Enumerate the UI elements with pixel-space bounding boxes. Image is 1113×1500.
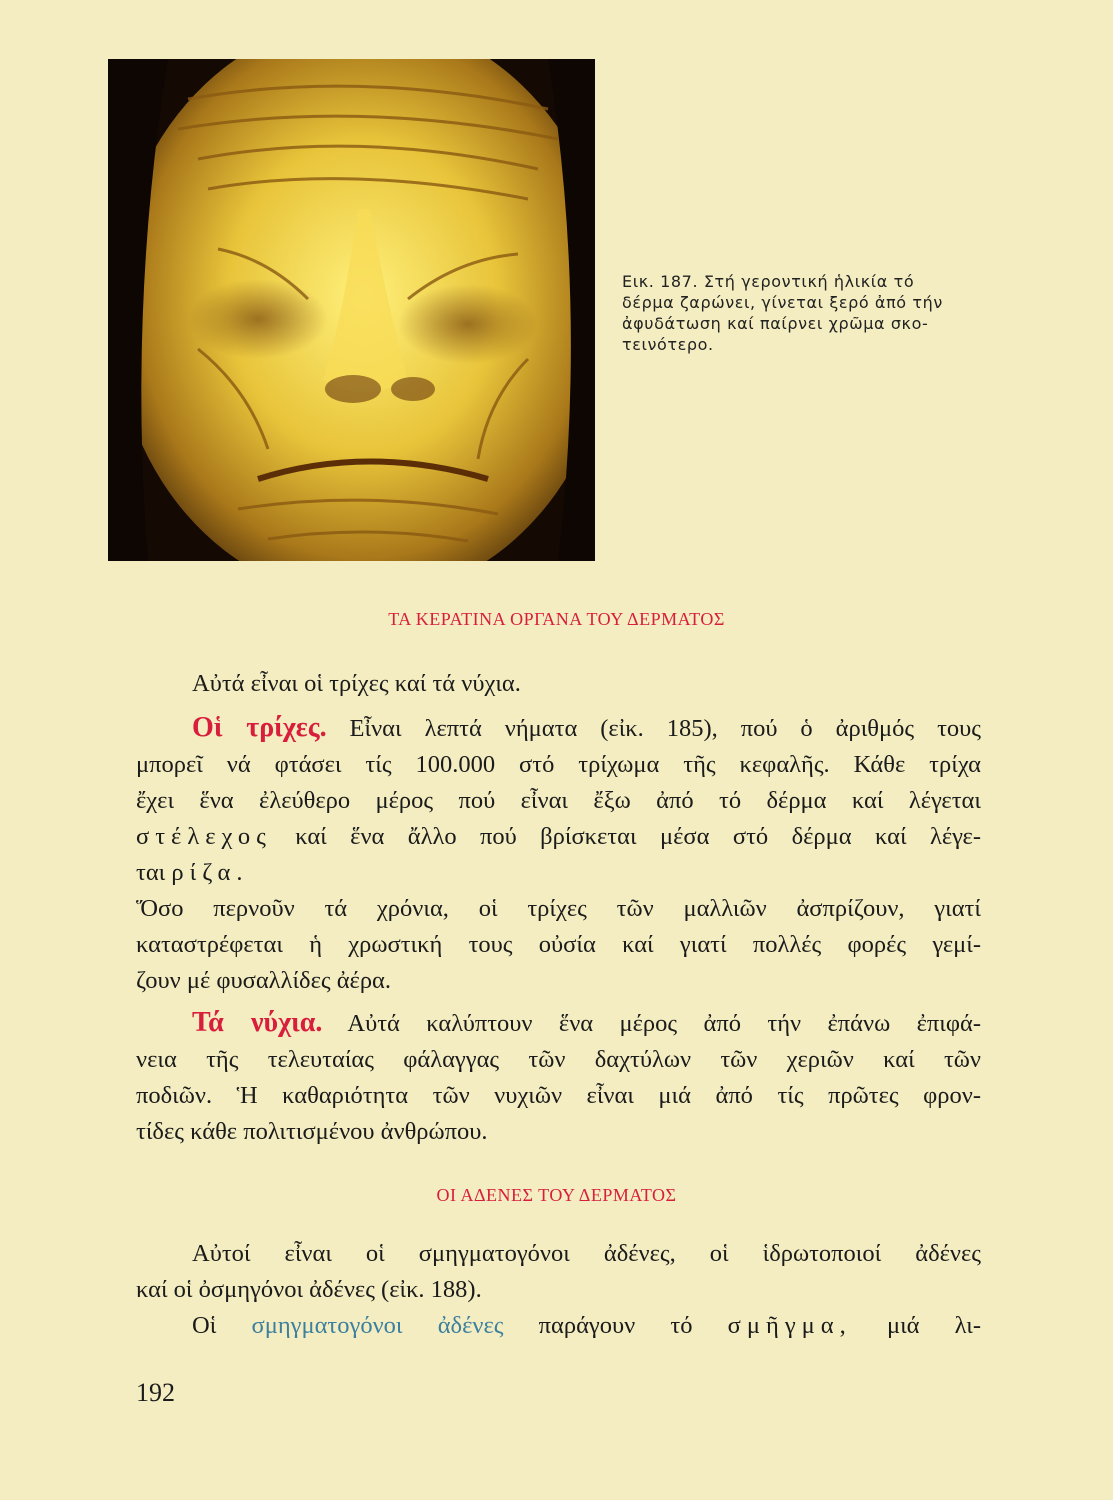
glands-text-3b: παράγουν τό: [538, 1312, 693, 1339]
intro-paragraph: [136, 666, 981, 702]
word-stem: στέλεχος: [136, 823, 272, 850]
section-heading-keratin-organs: ΤΑ ΚΕΡΑΤΙΝΑ ΟΡΓΑΝΑ ΤΟΥ ΔΕΡΜΑΤΟΣ: [388, 609, 725, 629]
hair-para2-line-3: ζουν μέ φυσαλλίδες ἀέρα.: [136, 967, 392, 994]
glands-line-2: καί οἱ ὀσμηγόνοι ἀδένες (εἰκ. 188).: [136, 1276, 482, 1303]
glands-text-3a: Οἱ: [192, 1312, 217, 1339]
hair-para2-line-2: καταστρέφεται ἡ χρωστική τους οὐσία καί γιατί πολλές φορές γεμί-: [136, 931, 981, 958]
hair-text-4: καί ἕνα ἄλλο πού βρίσκεται μέσα στό δέρμα καί λέγε-: [295, 823, 981, 850]
hair-line-4: [136, 819, 981, 855]
glands-line-1: Αὐτοί εἶναι οἱ σμηγματογόνοι ἀδένες, οἱ ἱδρωτοποιοί ἀδένες: [192, 1240, 981, 1267]
nails-line-3: ποδιῶν. Ἡ καθαριότητα τῶν νυχιῶν εἶναι μιά ἀπό τίς πρῶτες φρον-: [136, 1082, 981, 1109]
hair-section: [136, 710, 981, 999]
hair-para2-line-1: Ὅσο περνοῦν τά χρόνια, οἱ τρίχες τῶν μαλλιῶν ἀσπρίζουν, γιατί: [136, 895, 981, 922]
nails-line-2: νεια τῆς τελευταίας φάλαγγας τῶν δαχτύλων τῶν χεριῶν καί τῶν: [136, 1046, 981, 1073]
glands-section: [136, 1236, 981, 1344]
term-nails: Τά νύχια.: [192, 1007, 323, 1038]
hair-line-3: ἔχει ἕνα ἐλεύθερο μέρος πού εἶναι ἔξω ἀπό τό δέρμα καί λέγεται: [136, 787, 981, 814]
caption-line: δέρμα ζαρώνει, γίνεται ξερό ἀπό τήν: [622, 293, 943, 312]
caption-line: ἀφυδάτωση καί παίρνει χρῶμα σκο-: [622, 314, 929, 333]
hair-text-1: Εἶναι λεπτά νήματα (εἰκ. 185), πού ὁ ἀριθμός τους: [349, 715, 981, 742]
glands-text-3c: μιά λι-: [886, 1312, 982, 1339]
caption-line: τεινότερο.: [622, 335, 714, 354]
nails-section: [136, 1005, 981, 1150]
intro-text: Αὐτά εἶναι οἱ τρίχες καί τά νύχια.: [192, 670, 521, 697]
word-sebum: σμῆγμα,: [727, 1312, 852, 1339]
term-hair: Οἱ τρίχες.: [192, 712, 327, 743]
nails-line-1: [136, 1005, 981, 1042]
glands-line-3: [136, 1308, 981, 1344]
section-heading-glands: ΟΙ ΑΔΕΝΕΣ ΤΟΥ ΔΕΡΜΑΤΟΣ: [436, 1185, 677, 1205]
word-root: ρίζα.: [171, 859, 249, 886]
nails-line-4: τίδες κάθε πολιτισμένου ἀνθρώπου.: [136, 1118, 488, 1145]
figure-caption: [622, 271, 982, 355]
face-photo-drawing: [108, 59, 595, 561]
hair-line-1: [136, 710, 981, 747]
hair-line-5: [136, 855, 981, 891]
page-number: 192: [136, 1378, 175, 1407]
caption-line: Εικ. 187. Στή γεροντική ἡλικία τό: [622, 272, 915, 291]
term-sebaceous-glands: σμηγματογόνοι ἀδένες: [251, 1312, 504, 1339]
face-photo: [108, 59, 595, 561]
nails-text-1: Αὐτά καλύπτουν ἕνα μέρος ἀπό τήν ἐπάνω ἐπιφά-: [347, 1010, 981, 1037]
hair-text-5: ται: [136, 859, 166, 886]
hair-line-2: μπορεῖ νά φτάσει τίς 100.000 στό τρίχωμα τῆς κεφαλῆς. Κάθε τρίχα: [136, 751, 981, 778]
